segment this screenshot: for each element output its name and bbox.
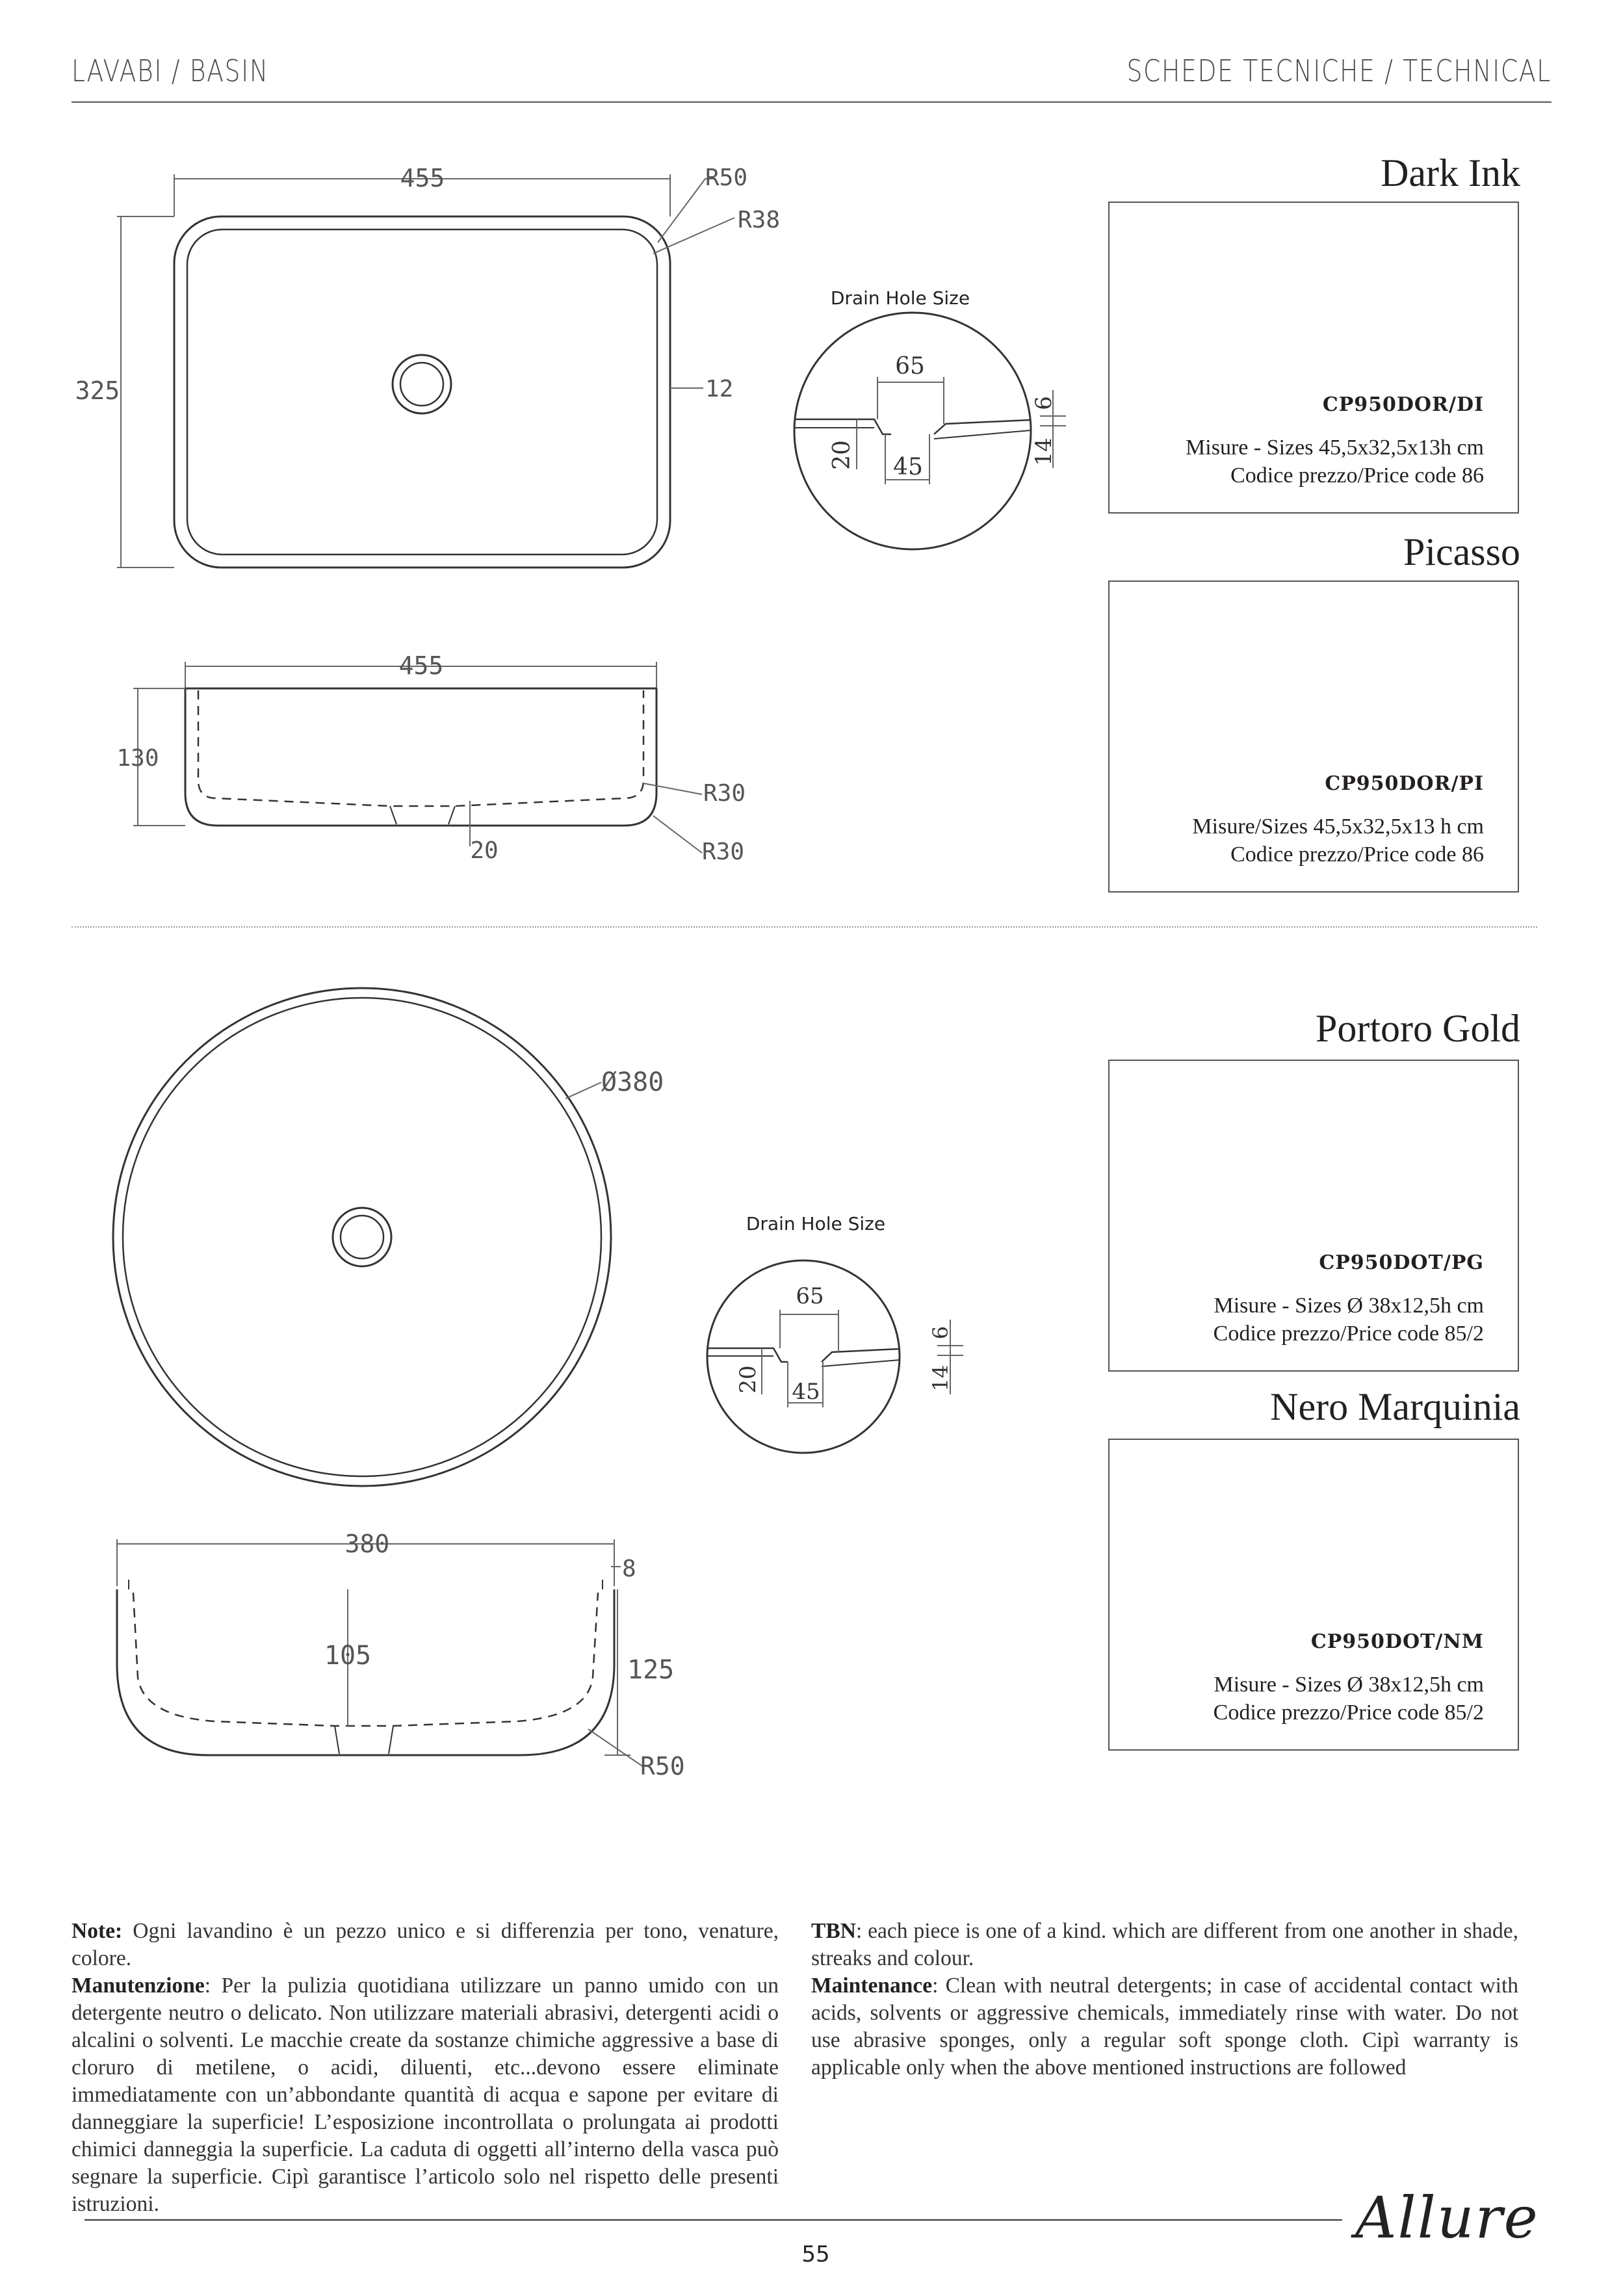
round-drain-14: 14 <box>928 1364 953 1392</box>
rect-basin-drain-outer <box>393 355 451 413</box>
rect-drain-65: 65 <box>895 353 925 380</box>
maintenance-text-it: : Per la pulizia quotidiana utilizzare un panno umido con un detergente neutro o delicato. Non utilizzare materiali abrasivi, detergenti acidi o alcalini o solventi. Le macchie create da sostanze chimiche aggressive a base di cloruro di metilene, o acidi, diluenti, etc...devono essere eliminate immediatamente con un’abbondante quantità di acqua e sapone per evitare di danneggiare la superficie! L’esposizione incontrollata o prolungata ai prodotti chimici danneggia la superficie. La caduta di oggetti all’interno della vasca può segnare la superficie. Cipì garantisce l’articolo solo nel rispetto delle presenti istruzioni. <box>71 1974 779 2216</box>
notes-english <box>811 1918 1518 2081</box>
finish-size: Misure/Sizes 45,5x32,5x13 h cm <box>1192 815 1484 839</box>
section-divider <box>71 926 1537 928</box>
round-drain-title: Drain Hole Size <box>746 1213 886 1234</box>
finish-title-portoro-gold: Portoro Gold <box>1316 1007 1520 1050</box>
page-number: 55 <box>801 2241 830 2267</box>
dim-round-side-radius: R50 <box>640 1752 685 1781</box>
rect-drain-title: Drain Hole Size <box>830 287 970 309</box>
round-drain-45: 45 <box>792 1379 820 1405</box>
round-drain-6: 6 <box>928 1325 953 1340</box>
round-basin-top-view <box>113 988 611 1486</box>
finish-title-nero-marquinia: Nero Marquinia <box>1270 1385 1520 1428</box>
header-section-right: SCHEDE TECNICHE / TECHNICAL <box>1126 53 1552 88</box>
dim-rect-rim: 12 <box>705 376 734 402</box>
round-drain-20: 20 <box>735 1365 761 1394</box>
dim-rect-height: 325 <box>75 376 120 405</box>
rect-drain-20: 20 <box>829 440 855 470</box>
dim-round-side-inner-depth: 105 <box>324 1641 372 1671</box>
round-basin-side-view <box>117 1539 643 1767</box>
rect-basin-side-view <box>133 662 702 853</box>
dim-rect-width: 455 <box>400 164 445 192</box>
rect-drain-6: 6 <box>1031 396 1057 410</box>
finish-code: CP950DOR/DI <box>1322 393 1484 416</box>
finish-card-dark-ink <box>1108 202 1519 514</box>
finish-card-picasso <box>1108 581 1519 893</box>
dim-rect-side-r-outer: R30 <box>702 839 745 865</box>
round-drain-65: 65 <box>796 1283 824 1309</box>
maintenance-text-en: : Clean with neutral detergents; in case of accidental contact with acids, solvents or aggressive chemicals, immediately rinse with water. Do not use abrasive sponges, only a regular soft sponge cloth. Cipì warranty is applicable only when the above mentioned instructions are followed <box>811 1974 1518 2080</box>
round-basin-inner-outline <box>123 998 601 1476</box>
dim-rect-r-inner: R38 <box>738 207 781 233</box>
notes-italian <box>71 1918 779 2218</box>
finish-code: CP950DOT/NM <box>1310 1630 1484 1653</box>
dim-rect-r-outer: R50 <box>705 164 748 191</box>
rect-drain-45: 45 <box>893 454 923 480</box>
finish-card-nero-marquinia <box>1108 1439 1519 1751</box>
finish-title-dark-ink: Dark Ink <box>1381 151 1520 194</box>
finish-title-picasso: Picasso <box>1403 530 1520 573</box>
maintenance-label-en: Maintenance <box>811 1974 933 1998</box>
finish-price-code: Codice prezzo/Price code 86 <box>1230 842 1484 867</box>
finish-code: CP950DOR/PI <box>1325 772 1484 795</box>
rect-basin-inner-outline <box>187 229 657 554</box>
rect-drain-detail <box>794 313 1066 549</box>
finish-price-code: Codice prezzo/Price code 85/2 <box>1213 1322 1484 1346</box>
note-label: Note: <box>71 1919 123 1943</box>
dim-rect-side-width: 455 <box>398 651 444 680</box>
header-section-left: LAVABI / BASIN <box>71 53 269 88</box>
round-drain-detail <box>707 1260 963 1453</box>
finish-size: Misure - Sizes Ø 38x12,5h cm <box>1214 1294 1484 1318</box>
finish-size: Misure - Sizes 45,5x32,5x13h cm <box>1186 436 1484 460</box>
rect-basin-top-view <box>117 174 734 567</box>
finish-price-code: Codice prezzo/Price code 85/2 <box>1213 1701 1484 1725</box>
brand-logo: Allure <box>1355 2184 1539 2251</box>
tbn-text: : each piece is one of a kind. which are different from one another in shade, streaks and colour. <box>811 1919 1518 1970</box>
tbn-label: TBN <box>811 1919 856 1943</box>
dim-round-diameter: Ø380 <box>601 1067 664 1097</box>
note-text: Ogni lavandino è un pezzo unico e si differenzia per tono, venature, colore. <box>71 1919 779 1970</box>
finish-card-portoro-gold <box>1108 1060 1519 1372</box>
dim-rect-side-r-inner: R30 <box>703 780 746 807</box>
maintenance-label-it: Manutenzione <box>71 1974 205 1998</box>
round-basin-drain-inner <box>341 1216 383 1259</box>
dim-round-side-width: 380 <box>344 1530 390 1558</box>
dim-rect-side-height: 130 <box>116 745 159 772</box>
rect-drain-14: 14 <box>1031 437 1057 466</box>
finish-price-code: Codice prezzo/Price code 86 <box>1230 463 1484 488</box>
footer-divider <box>84 2219 1342 2221</box>
round-basin-drain-outer <box>333 1208 391 1266</box>
dim-round-side-height: 125 <box>627 1655 675 1685</box>
round-basin-outer-outline <box>113 988 611 1486</box>
rect-basin-drain-inner <box>400 363 443 406</box>
rect-basin-outer-outline <box>174 216 670 567</box>
dim-rect-side-drain: 20 <box>470 837 499 864</box>
dim-round-side-rim: 8 <box>622 1556 636 1582</box>
finish-size: Misure - Sizes Ø 38x12,5h cm <box>1214 1673 1484 1697</box>
finish-code: CP950DOT/PG <box>1319 1251 1484 1274</box>
